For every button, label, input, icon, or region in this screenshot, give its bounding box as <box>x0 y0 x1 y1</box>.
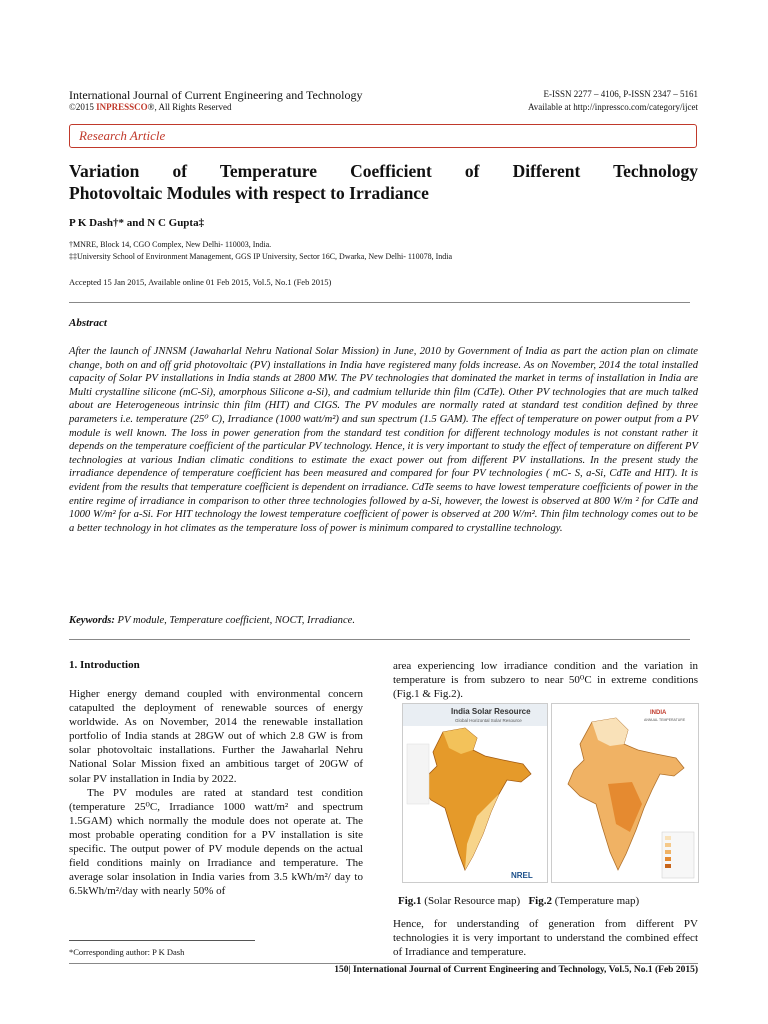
corresponding-author-footnote: *Corresponding author: P K Dash <box>69 947 185 957</box>
abstract-heading: Abstract <box>69 317 107 329</box>
fig2-label: Fig.2 <box>528 895 552 907</box>
page-footer: 150| International Journal of Current Engineering and Technology, Vol.5, No.1 (Feb 2015) <box>334 965 698 975</box>
copyright-suffix: ®, All Rights Reserved <box>147 102 232 112</box>
title-line-2: Photovoltaic Modules with respect to Irradiance <box>69 183 429 203</box>
map2-subtitle: ANNUAL TEMPERATURE <box>644 718 686 722</box>
fig1-label: Fig.1 <box>398 895 422 907</box>
issn: E-ISSN 2277 – 4106, P-ISSN 2347 – 5161 <box>543 89 698 99</box>
section-heading: 1. Introduction <box>69 659 140 671</box>
intro-paragraph-1: Higher energy demand coupled with environmental concern catapulted the deployment of renewable sources of energy worldwide. As on November, 2014 the renewable installation portfolio of India stands at 28GW out of which 2.8 GW is from solar photovoltaic installations. Further the Jawaharlal Nehru National Solar Mission fixed an ambitious target of 20GW of solar PV installation in India by 2022. <box>69 688 363 785</box>
available-link[interactable]: Available at http://inpressco.com/category/ijcet <box>527 102 698 112</box>
accepted-date: Accepted 15 Jan 2015, Available online 01 Feb 2015, Vol.5, No.1 (Feb 2015) <box>69 277 332 287</box>
map1-subtitle: Global Horizontal Solar Resource <box>455 718 522 723</box>
temperature-map <box>551 703 699 883</box>
keywords-text: PV module, Temperature coefficient, NOCT, Irradiance. <box>114 615 356 626</box>
divider <box>69 302 690 303</box>
intro-paragraph-2: The PV modules are rated at standard test condition (temperature 25⁰C, Irradiance 1000 watt/m² and spectrum 1.5GAM) which normally the module does not operate at. The most probable operating condition for a PV installation is site specific. The output power of PV module depends on the actual field conditions mainly on Irradiance and temperature. The average solar insolation in India varies from 3.5 kWh/m²/ day to 6.5kWh/m²/day with nearly 50% of <box>69 786 363 898</box>
title-line-1: Variation of Temperature Coefficient of Different Technology <box>69 161 698 181</box>
article-type: Research Article <box>79 128 166 143</box>
footer-divider <box>69 963 698 964</box>
abstract-text: After the launch of JNNSM (Jawaharlal Nehru National Solar Mission) in June, 2010 by Government of India as part the action plan on climate change, both on and off grid photovoltaic (PV) installations in India have registered many folds increase. As on November, 2014 the total installed capacity of Solar PV installations in India stands at 2800 MW. The PV technologies that dominated the market in terms of installation in India are Multi crystalline silicone (mC-Si), amorphous Silicone a-Si), and cadmium telluride thin film (CdTe). Other PV technologies that are much talked about are Heterogeneous intrinsic thin film (HIT) and CIGS. The PV modules are normally rated at standard test condition defined by three parameters i.e. temperature (25⁰ C), Irradiance (1000 watt/m²) and sun spectrum (1.5 GAM). The effect of temperature on power output from a PV module is well known. The loss in power generation from the standard test condition for different technology modules is not constant rather it depends on the temperature coefficient of the particular PV technology. Hence, it is very important to study the effect of temperature on different PV technologies at various Indian climatic conditions to estimate the exact power out from different PV installations. In the present study the irradiance dependence of temperature coefficient has been measured and compared for four PV technologies ( mC- S, a-Si, CdTe and HIT). It is evident from the results that temperature coefficient is dependent on irradiance. CdTe seems to have lowest temperature coefficients of power in the entire regime of irradiance in comparison to other three technologies followed by a-Si, however, the lowest is observed at 800 W/m ² for CdTe and 1000 W/m² for a-Si. For HIT technology the lowest temperature coefficient of power is observed at 200 W/m². Thin film technology comes out to be a better technology in hot climates as the temperature loss of power is minimum compared to crystalline technology. <box>69 346 698 534</box>
affiliation-1: †MNRE, Block 14, CGO Complex, New Delhi- 110003, India. <box>69 240 272 249</box>
paper-title <box>69 160 698 204</box>
fig2-caption-text: (Temperature map) <box>551 895 640 907</box>
figure-caption <box>398 895 639 907</box>
copyright-prefix: ©2015 <box>69 102 97 112</box>
journal-name: International Journal of Current Engineering and Technology <box>69 88 363 102</box>
issn-block <box>528 88 698 114</box>
copyright-brand: INPRESSCO <box>96 102 148 112</box>
keywords <box>69 615 355 626</box>
article-type-box <box>69 124 697 148</box>
right-column-text-bottom: Hence, for understanding of generation from different PV technologies it is very important to understand the combined effect of Irradiance and temperature. <box>393 918 698 959</box>
copyright <box>69 102 231 112</box>
left-column <box>69 687 363 898</box>
keywords-label: Keywords: <box>69 615 115 626</box>
affiliation-2: ‡‡University School of Environment Management, GGS IP University, Sector 16C, Dwarka, New Delhi- 110078, India <box>69 252 453 261</box>
map2-title: INDIA <box>650 710 667 716</box>
divider <box>69 639 690 640</box>
map1-title: India Solar Resource <box>451 707 531 716</box>
footnote-divider <box>69 940 255 941</box>
map1-legend <box>407 744 429 804</box>
right-column-text-top: area experiencing low irradiance condition and the variation in temperature is from subzero to near 50⁰C in extreme conditions (Fig.1 & Fig.2). <box>393 660 698 701</box>
authors: P K Dash†* and N C Gupta‡ <box>69 217 205 229</box>
fig1-caption-text: (Solar Resource map) <box>421 895 529 907</box>
nrel-logo: NREL <box>511 871 533 880</box>
solar-resource-map <box>402 703 548 883</box>
